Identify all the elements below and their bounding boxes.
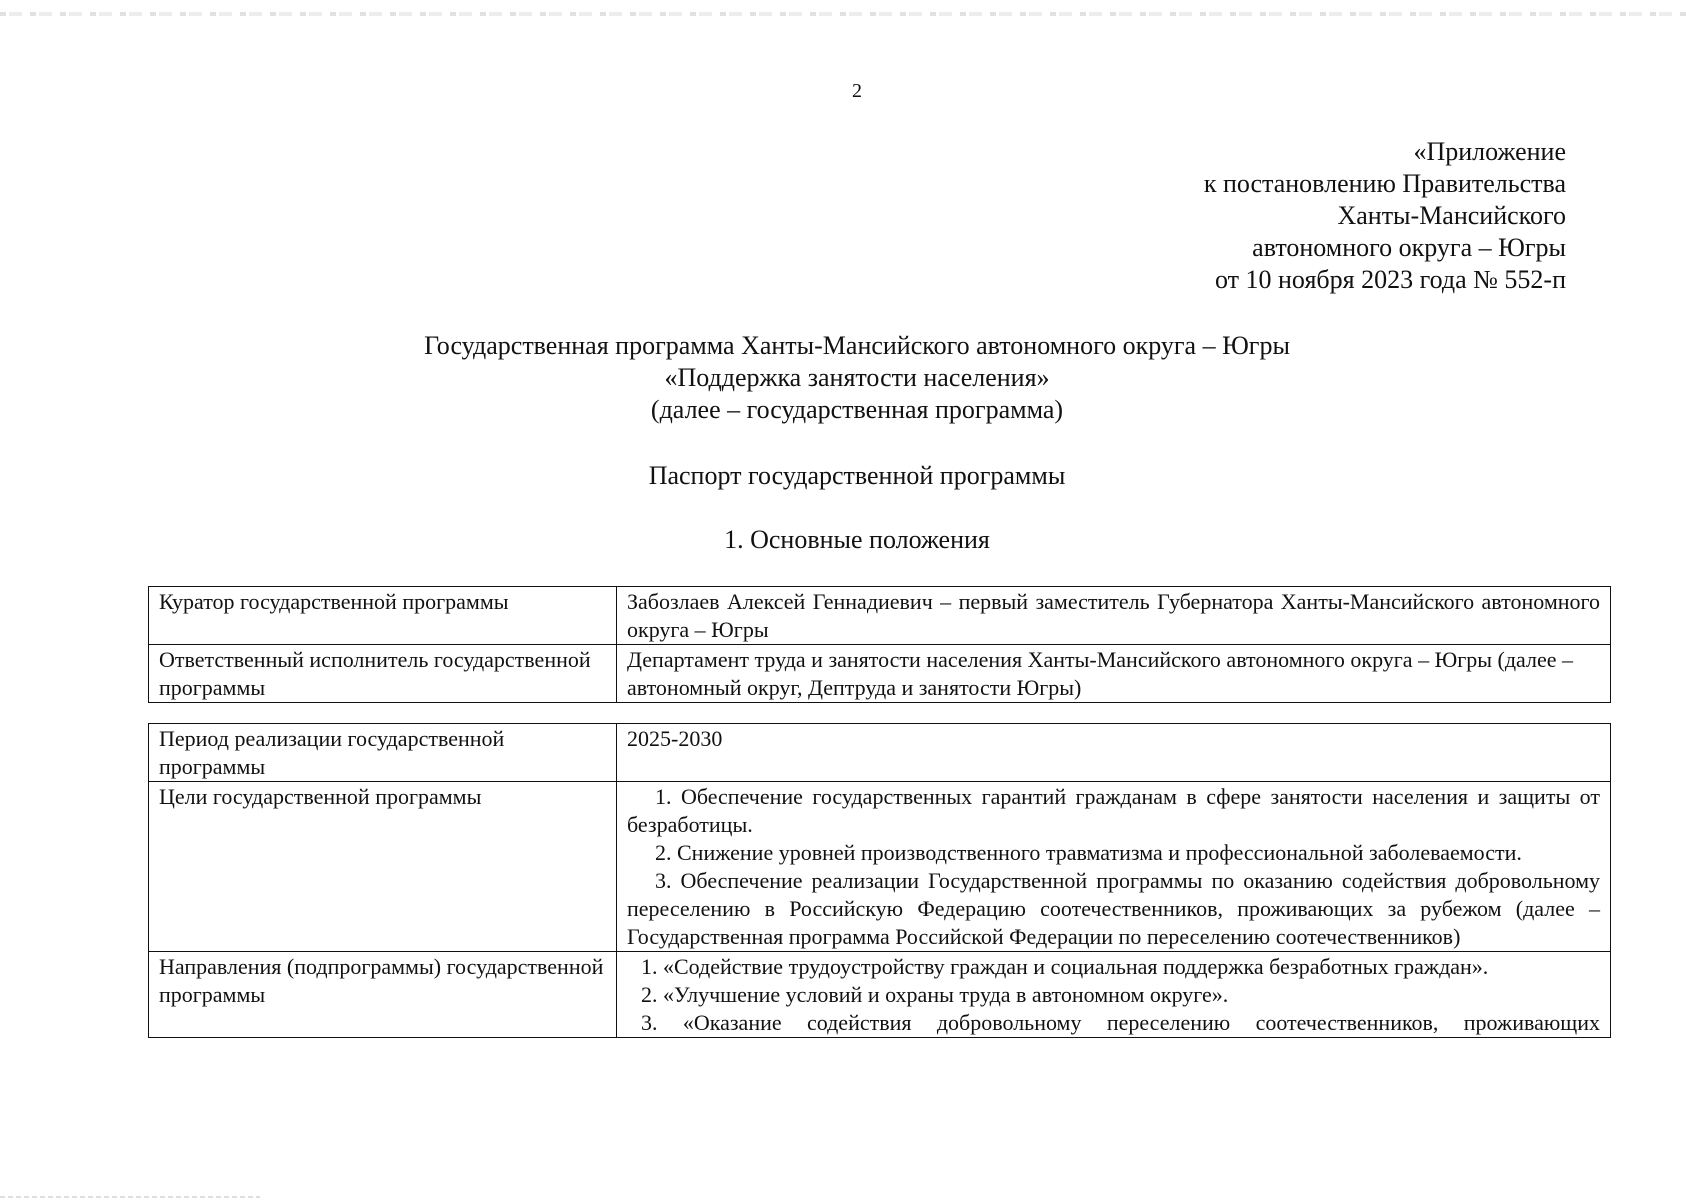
program-details-table: [148, 723, 1611, 1038]
period-value: 2025-2030: [617, 724, 1611, 782]
program-title-line: «Поддержка занятости населения»: [664, 363, 1050, 392]
passport-title: Паспорт государственной программы: [648, 461, 1066, 490]
table-row: [149, 587, 1611, 645]
appendix-line: «Приложение: [1413, 137, 1566, 166]
directions-label: Направления (подпрограммы) государственной программы: [149, 952, 617, 1038]
program-title-line: (далее – государственная программа): [650, 395, 1064, 424]
scan-edge-bottom: [0, 1196, 260, 1198]
period-label: Период реализации государственной программы: [149, 724, 617, 782]
curator-value: Забозлаев Алексей Геннадиевич – первый заместитель Губернатора Ханты-Мансийского автономного округа – Югры: [617, 587, 1611, 645]
section-title: 1. Основные положения: [724, 525, 990, 554]
appendix-line: к постановлению Правительства: [1203, 169, 1566, 198]
direction-item: 1. «Содействие трудоустройству граждан и социальная поддержка безработных граждан».: [641, 954, 1489, 979]
main-provisions-table: [148, 586, 1611, 703]
appendix-line: Ханты-Мансийского: [1337, 201, 1566, 230]
goals-label: Цели государственной программы: [149, 782, 617, 952]
executor-label: Ответственный исполнитель государственной программы: [149, 645, 617, 703]
table-row: [149, 782, 1611, 952]
goal-item: 1. Обеспечение государственных гарантий гражданам в сфере занятости населения и защиты от безработицы.: [627, 784, 1600, 837]
goal-item: 2. Снижение уровней производственного травматизма и профессиональной заболеваемости.: [655, 840, 1522, 865]
goal-item: 3. Обеспечение реализации Государственной программы по оказанию содействия добровольному переселению в Российскую Федерацию соотечественников, проживающих за рубежом (далее – Государственная программа Российской Федерации по переселению соотечественников): [627, 868, 1600, 949]
table-row: [149, 952, 1611, 1038]
program-title-line: Государственная программа Ханты-Мансийского автономного округа – Югры: [424, 331, 1290, 360]
direction-item: 2. «Улучшение условий и охраны труда в автономном округе».: [641, 982, 1229, 1007]
table-row: [149, 724, 1611, 782]
program-title: [0, 330, 1686, 426]
appendix-line: автономного округа – Югры: [1252, 233, 1566, 262]
appendix-line: от 10 ноября 2023 года № 552-п: [1215, 265, 1566, 294]
executor-value: Департамент труда и занятости населения Ханты-Мансийского автономного округа – Югры (далее – автономный округ, Дептруда и занятости Югры): [617, 645, 1611, 703]
scan-edge-top: [0, 12, 1686, 16]
goals-value: [617, 782, 1611, 952]
directions-value: [617, 952, 1611, 1038]
page-number: 2: [852, 80, 862, 102]
appendix-block: [1204, 136, 1566, 296]
table-row: [149, 645, 1611, 703]
curator-label: Куратор государственной программы: [149, 587, 617, 645]
direction-item: 3. «Оказание содействия добровольному переселению соотечественников, проживающих: [641, 1010, 1600, 1035]
